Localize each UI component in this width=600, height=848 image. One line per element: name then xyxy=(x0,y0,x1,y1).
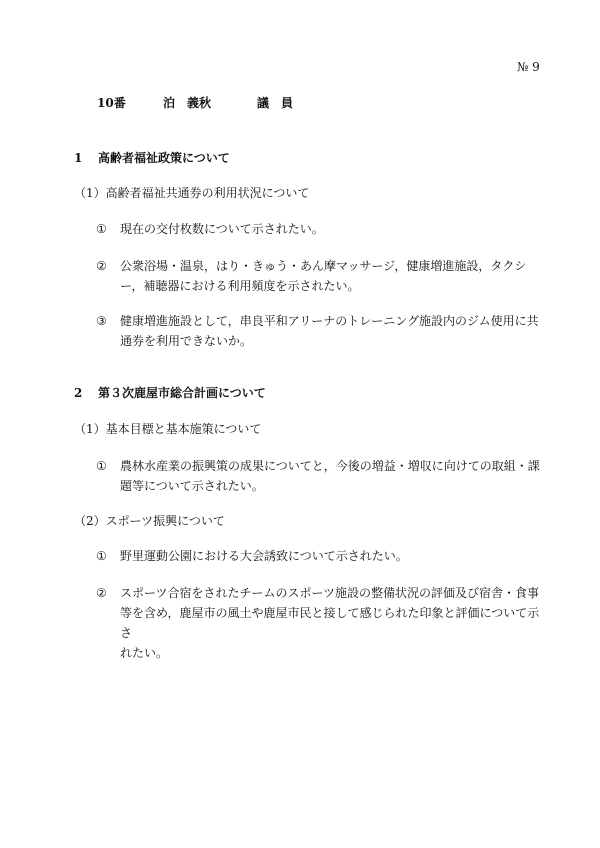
subsection-2-1-heading: （1）基本目標と基本施策について xyxy=(74,422,262,436)
item-line: れたい。 xyxy=(120,646,169,660)
item-2-2-1 xyxy=(96,546,548,566)
item-line: 野里運動公園における大会誘致について示されたい。 xyxy=(120,549,408,563)
speaker-number: 10番 xyxy=(97,96,126,110)
item-line: スポーツ合宿をされたチームのスポーツ施設の整備状況の評価及び宿舎・食事 xyxy=(120,586,540,600)
document-number: № 9 xyxy=(517,60,540,74)
item-text xyxy=(120,546,548,566)
section-2-heading xyxy=(74,383,266,403)
item-marker: ① xyxy=(96,459,107,473)
item-text xyxy=(120,256,548,296)
section-1-heading xyxy=(74,148,230,168)
speaker-name: 泊 義秋 xyxy=(163,96,212,110)
item-marker: ③ xyxy=(96,314,107,328)
item-line: 等を含め，鹿屋市の風土や鹿屋市民と接して感じられた印象と評価について示さ xyxy=(120,606,540,640)
section-number: 2 xyxy=(74,386,83,400)
item-text xyxy=(120,583,548,663)
item-marker: ① xyxy=(96,222,107,236)
speaker-line xyxy=(97,93,293,113)
item-line: 公衆浴場・温泉，はり・きゅう・あん摩マッサージ，健康増進施設，タクシ xyxy=(120,259,527,273)
item-text xyxy=(120,219,548,239)
item-line: ー，補聴器における利用頻度を示されたい。 xyxy=(120,279,360,293)
item-2-2-2 xyxy=(96,583,548,663)
item-text xyxy=(120,311,548,351)
item-marker: ① xyxy=(96,549,107,563)
item-1-1-2 xyxy=(96,256,548,296)
speaker-title: 議 員 xyxy=(257,96,294,110)
item-line: 通券を利用できないか。 xyxy=(120,334,253,348)
item-line: 題等について示されたい。 xyxy=(120,479,264,493)
item-text xyxy=(120,456,548,496)
section-title: 高齢者福祉政策について xyxy=(98,151,230,165)
item-line: 健康増進施設として，串良平和アリーナのトレーニング施設内のジム使用に共 xyxy=(120,314,539,328)
section-number: 1 xyxy=(74,151,83,165)
item-2-1-1 xyxy=(96,456,548,496)
item-marker: ② xyxy=(96,586,107,600)
item-marker: ② xyxy=(96,259,107,273)
section-title: 第３次鹿屋市総合計画について xyxy=(98,386,266,400)
item-line: 現在の交付枚数について示されたい。 xyxy=(120,222,324,236)
item-1-1-3 xyxy=(96,311,548,351)
item-1-1-1 xyxy=(96,219,548,239)
subsection-2-2-heading: （2）スポーツ振興について xyxy=(74,514,225,528)
item-line: 農林水産業の振興策の成果についてと，今後の増益・増収に向けての取組・課 xyxy=(120,459,540,473)
subsection-1-1-heading: （1）高齢者福祉共通券の利用状況について xyxy=(74,186,310,200)
